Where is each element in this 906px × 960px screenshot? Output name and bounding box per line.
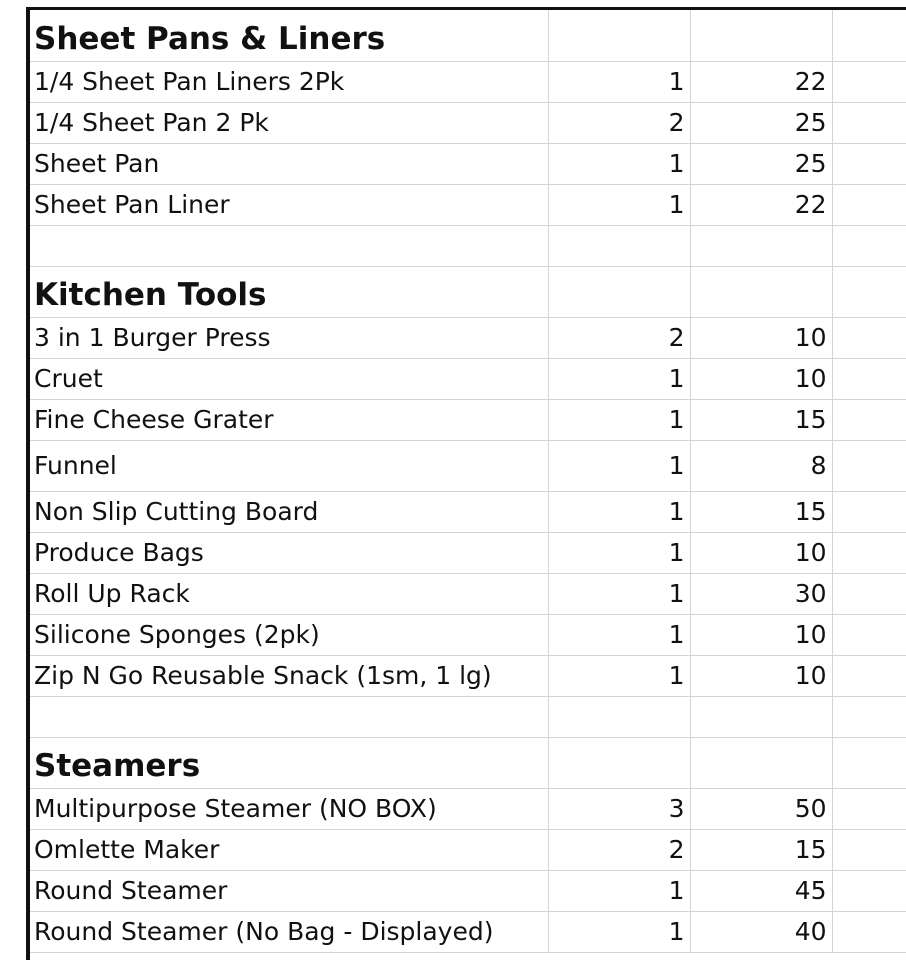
item-name-cell[interactable]: Fine Cheese Grater [30, 399, 548, 440]
empty-cell[interactable] [548, 225, 690, 266]
empty-cell[interactable] [30, 696, 548, 737]
section-header-row [30, 737, 906, 788]
empty-cell[interactable] [832, 266, 906, 317]
empty-cell[interactable] [548, 10, 690, 61]
item-qty-cell[interactable]: 2 [548, 102, 690, 143]
table-row [30, 61, 906, 102]
item-price-cell[interactable]: 15 [690, 829, 832, 870]
item-name-cell[interactable]: Multipurpose Steamer (NO BOX) [30, 788, 548, 829]
table-row [30, 184, 906, 225]
empty-cell[interactable] [832, 225, 906, 266]
blank-row [30, 696, 906, 737]
empty-cell[interactable] [832, 61, 906, 102]
empty-cell[interactable] [832, 10, 906, 61]
section-title[interactable]: Sheet Pans & Liners [30, 10, 548, 61]
empty-cell[interactable] [832, 655, 906, 696]
empty-cell[interactable] [30, 225, 548, 266]
item-qty-cell[interactable]: 1 [548, 358, 690, 399]
empty-cell[interactable] [832, 358, 906, 399]
table-row [30, 532, 906, 573]
empty-cell[interactable] [548, 696, 690, 737]
empty-cell[interactable] [548, 737, 690, 788]
item-qty-cell[interactable]: 1 [548, 491, 690, 532]
item-name-cell[interactable]: 3 in 1 Burger Press [30, 317, 548, 358]
item-price-cell[interactable]: 10 [690, 317, 832, 358]
item-name-cell[interactable]: Zip N Go Reusable Snack (1sm, 1 lg) [30, 655, 548, 696]
section-header-row [30, 266, 906, 317]
item-price-cell[interactable]: 50 [690, 788, 832, 829]
table-row [30, 317, 906, 358]
table-row [30, 399, 906, 440]
empty-cell[interactable] [832, 491, 906, 532]
empty-cell[interactable] [832, 532, 906, 573]
item-name-cell[interactable]: Roll Up Rack [30, 573, 548, 614]
item-price-cell[interactable]: 40 [690, 911, 832, 952]
item-name-cell[interactable]: Round Steamer (No Bag - Displayed) [30, 911, 548, 952]
blank-row [30, 225, 906, 266]
item-qty-cell[interactable]: 2 [548, 317, 690, 358]
item-name-cell[interactable]: Silicone Sponges (2pk) [30, 614, 548, 655]
empty-cell[interactable] [690, 737, 832, 788]
empty-cell[interactable] [832, 440, 906, 491]
table-row [30, 614, 906, 655]
item-name-cell[interactable]: Round Steamer [30, 870, 548, 911]
section-header-row [30, 10, 906, 61]
table-row [30, 491, 906, 532]
empty-cell[interactable] [832, 317, 906, 358]
item-name-cell[interactable]: 1/4 Sheet Pan Liners 2Pk [30, 61, 548, 102]
empty-cell[interactable] [832, 788, 906, 829]
item-price-cell[interactable]: 25 [690, 143, 832, 184]
item-price-cell[interactable]: 25 [690, 102, 832, 143]
empty-cell[interactable] [832, 696, 906, 737]
item-qty-cell[interactable]: 3 [548, 788, 690, 829]
item-qty-cell[interactable]: 2 [548, 829, 690, 870]
item-qty-cell[interactable]: 1 [548, 870, 690, 911]
empty-cell[interactable] [832, 102, 906, 143]
item-qty-cell[interactable]: 1 [548, 532, 690, 573]
empty-cell[interactable] [832, 911, 906, 952]
item-price-cell[interactable]: 22 [690, 61, 832, 102]
table-row [30, 870, 906, 911]
table-row [30, 143, 906, 184]
table-row [30, 911, 906, 952]
item-qty-cell[interactable]: 1 [548, 655, 690, 696]
item-name-cell[interactable]: Produce Bags [30, 532, 548, 573]
item-qty-cell[interactable]: 1 [548, 184, 690, 225]
item-price-cell[interactable]: 10 [690, 358, 832, 399]
empty-cell[interactable] [832, 573, 906, 614]
empty-cell[interactable] [832, 143, 906, 184]
item-price-cell[interactable]: 10 [690, 614, 832, 655]
item-name-cell[interactable]: Non Slip Cutting Board [30, 491, 548, 532]
item-price-cell[interactable]: 22 [690, 184, 832, 225]
section-title[interactable]: Kitchen Tools [30, 266, 548, 317]
empty-cell[interactable] [690, 225, 832, 266]
inventory-table [30, 10, 906, 953]
table-row [30, 573, 906, 614]
item-name-cell[interactable]: Funnel [30, 440, 548, 491]
table-row [30, 358, 906, 399]
item-price-cell[interactable]: 30 [690, 573, 832, 614]
item-name-cell[interactable]: Omlette Maker [30, 829, 548, 870]
empty-cell[interactable] [832, 184, 906, 225]
empty-cell[interactable] [832, 399, 906, 440]
table-row [30, 440, 906, 491]
empty-cell[interactable] [832, 614, 906, 655]
empty-cell[interactable] [690, 10, 832, 61]
item-name-cell[interactable]: 1/4 Sheet Pan 2 Pk [30, 102, 548, 143]
item-qty-cell[interactable]: 1 [548, 573, 690, 614]
item-name-cell[interactable]: Cruet [30, 358, 548, 399]
item-qty-cell[interactable]: 1 [548, 399, 690, 440]
table-row [30, 655, 906, 696]
item-price-cell[interactable]: 10 [690, 655, 832, 696]
empty-cell[interactable] [690, 266, 832, 317]
empty-cell[interactable] [548, 266, 690, 317]
item-name-cell[interactable]: Sheet Pan [30, 143, 548, 184]
item-qty-cell[interactable]: 1 [548, 614, 690, 655]
empty-cell[interactable] [832, 829, 906, 870]
item-name-cell[interactable]: Sheet Pan Liner [30, 184, 548, 225]
item-qty-cell[interactable]: 1 [548, 911, 690, 952]
table-row [30, 102, 906, 143]
table-row [30, 788, 906, 829]
item-price-cell[interactable]: 45 [690, 870, 832, 911]
empty-cell[interactable] [832, 737, 906, 788]
item-qty-cell[interactable]: 1 [548, 61, 690, 102]
empty-cell[interactable] [832, 870, 906, 911]
item-qty-cell[interactable]: 1 [548, 440, 690, 491]
item-price-cell[interactable]: 10 [690, 532, 832, 573]
table-row [30, 829, 906, 870]
section-title[interactable]: Steamers [30, 737, 548, 788]
item-price-cell[interactable]: 8 [690, 440, 832, 491]
item-price-cell[interactable]: 15 [690, 399, 832, 440]
item-qty-cell[interactable]: 1 [548, 143, 690, 184]
item-price-cell[interactable]: 15 [690, 491, 832, 532]
empty-cell[interactable] [690, 696, 832, 737]
